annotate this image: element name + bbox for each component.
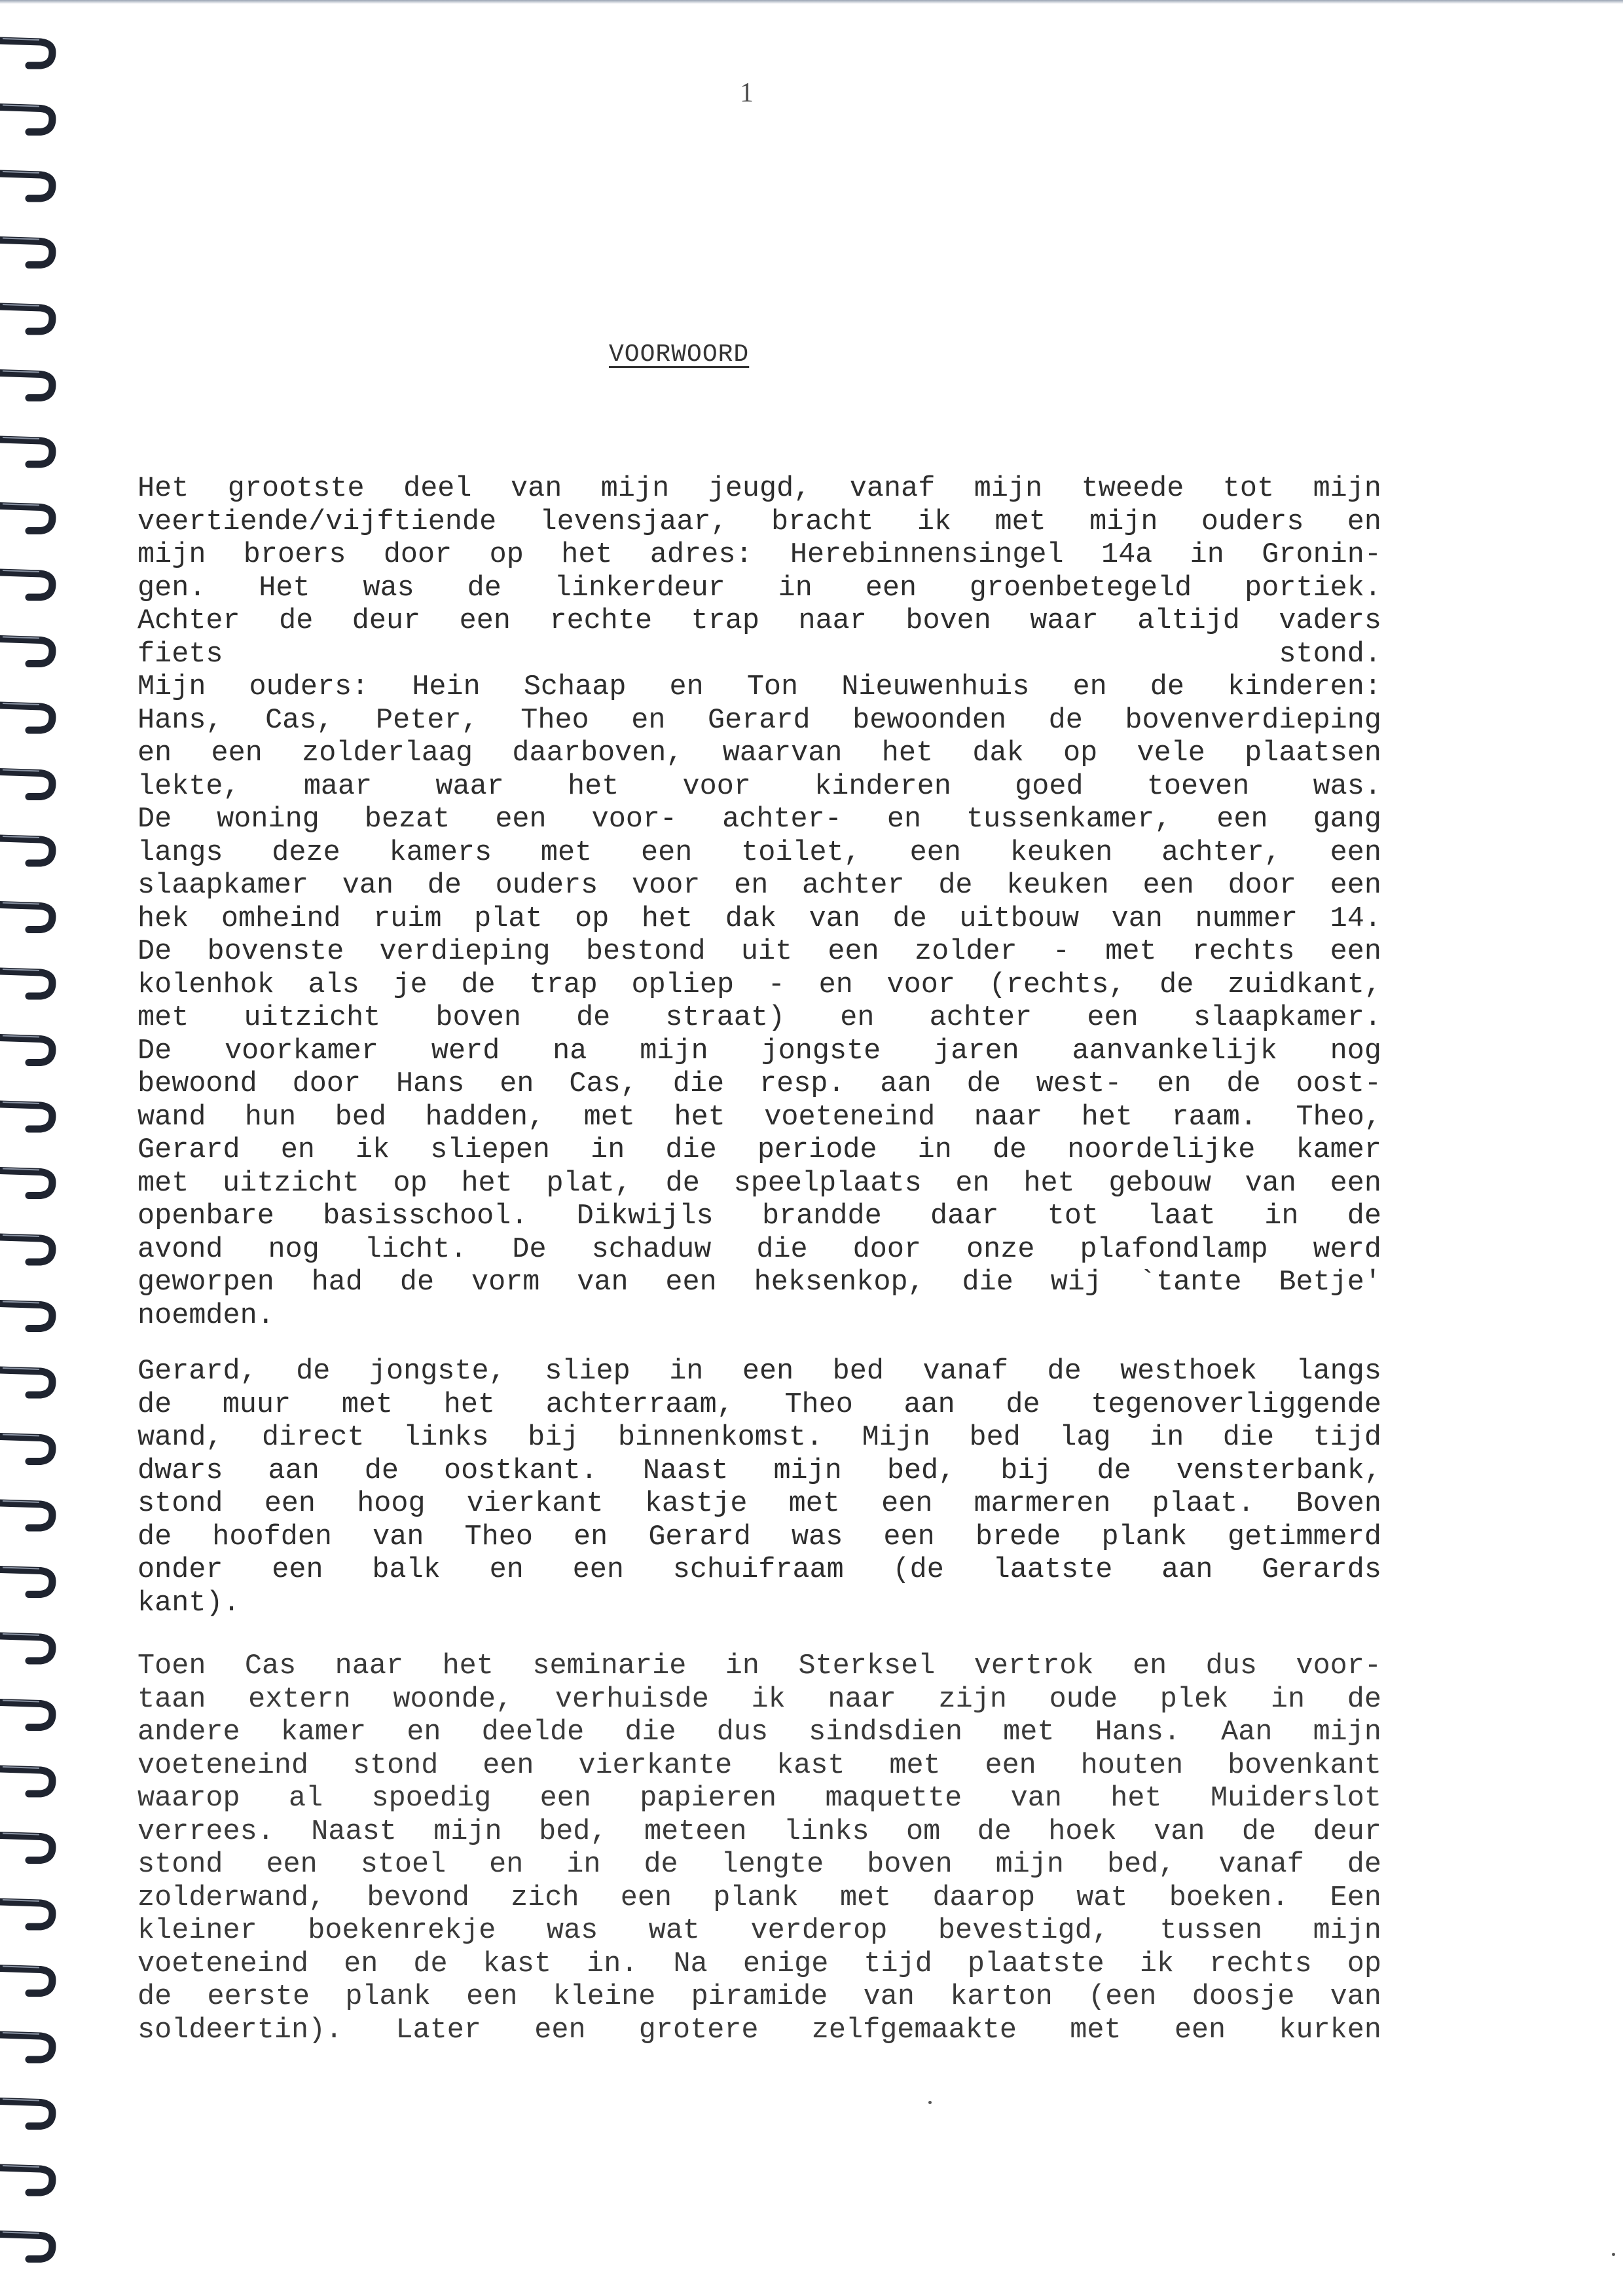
- binding-ring: [0, 1501, 52, 1528]
- text-line: de eerste plank een kleine piramide van karton (een doosje van: [137, 1981, 1381, 2013]
- text-line: en een zolderlaag daarboven, waarvan het dak op vele plaatsen: [137, 737, 1381, 769]
- binding-ring: [0, 2033, 52, 2060]
- binding-ring: [0, 437, 52, 464]
- binding-ring: [0, 770, 52, 797]
- text-line: bewoond door Hans en Cas, die resp. aan de west- en de oost-: [137, 1068, 1381, 1100]
- page-title: VOORWOORD: [609, 341, 750, 369]
- text-line: met uitzicht op het plat, de speelplaats en het gebouw van een: [137, 1167, 1381, 1200]
- binding-ring: [0, 570, 52, 597]
- text-line: Achter de deur een rechte trap naar boven waar altijd vaders: [137, 605, 1381, 637]
- text-line: wand hun bed hadden, met het voeteneind naar het raam. Theo,: [137, 1101, 1381, 1134]
- text-line: Hans, Cas, Peter, Theo en Gerard bewoonden de bovenverdieping: [137, 704, 1381, 737]
- binding-ring: [0, 1834, 52, 1861]
- text-line: Gerard en ik sliepen in die periode in de noordelijke kamer: [137, 1134, 1381, 1166]
- text-line: langs deze kamers met een toilet, een keuken achter, een: [137, 836, 1381, 869]
- binding-ring: [0, 371, 52, 398]
- binding-ring: [0, 2166, 52, 2193]
- binding-ring: [0, 105, 52, 132]
- page-number: 1: [740, 78, 754, 108]
- binding-ring: [0, 1701, 52, 1728]
- binding-ring: [0, 1235, 52, 1262]
- binding-ring: [0, 903, 52, 930]
- binding-ring: [0, 637, 52, 664]
- spiral-binding: [0, 0, 72, 2296]
- paragraph-3: [137, 1650, 1381, 2047]
- text-line: soldeertin). Later een grotere zelfgemaakte met een kurken: [137, 2014, 1381, 2046]
- text-line: wand, direct links bij binnenkomst. Mijn bed lag in die tijd: [137, 1422, 1381, 1454]
- text-line: De woning bezat een voor- achter- en tussenkamer, een gang: [137, 804, 1381, 836]
- text-line: slaapkamer van de ouders voor en achter de keuken een door een: [137, 870, 1381, 902]
- binding-ring: [0, 2232, 52, 2259]
- text-line: fiets stond.: [137, 638, 1381, 671]
- text-line: andere kamer en deelde die dus sindsdien met Hans. Aan mijn: [137, 1716, 1381, 1749]
- text-line: De voorkamer werd na mijn jongste jaren aanvankelijk nog: [137, 1035, 1381, 1067]
- text-line: met uitzicht boven de straat) en achter een slaapkamer.: [137, 1002, 1381, 1034]
- binding-ring: [0, 504, 52, 531]
- text-line: kleiner boekenrekje was wat verderop bevestigd, tussen mijn: [137, 1915, 1381, 1947]
- scan-top-edge: [0, 0, 1623, 4]
- binding-ring: [0, 1169, 52, 1196]
- binding-ring: [0, 1302, 52, 1329]
- text-line: De bovenste verdieping bestond uit een zolder - met rechts een: [137, 936, 1381, 968]
- text-line: de muur met het achterraam, Theo aan de tegenoverliggende: [137, 1388, 1381, 1421]
- binding-ring: [0, 1368, 52, 1395]
- text-line: voeteneind stond een vierkante kast met een houten bovenkant: [137, 1749, 1381, 1782]
- text-line: Het grootste deel van mijn jeugd, vanaf mijn tweede tot mijn: [137, 473, 1381, 505]
- text-line: hek omheind ruim plat op het dak van de uitbouw van nummer 14.: [137, 902, 1381, 935]
- scan-speck: [928, 2101, 932, 2104]
- scan-speck: [1612, 2253, 1615, 2256]
- paragraph-2: [137, 1356, 1381, 1620]
- text-line: stond een stoel en in de lengte boven mijn bed, vanaf de: [137, 1849, 1381, 1881]
- binding-ring: [0, 305, 52, 331]
- text-line: zolderwand, bevond zich een plank met daarop wat boeken. Een: [137, 1881, 1381, 1914]
- binding-ring: [0, 2100, 52, 2126]
- text-line: verrees. Naast mijn bed, meteen links om de hoek van de deur: [137, 1815, 1381, 1848]
- text-line: Mijn ouders: Hein Schaap en Ton Nieuwenhuis en de kinderen:: [137, 671, 1381, 703]
- text-line: de hoofden van Theo en Gerard was een brede plank getimmerd: [137, 1521, 1381, 1553]
- binding-ring: [0, 172, 52, 198]
- binding-ring: [0, 1967, 52, 1993]
- text-line: gen. Het was de linkerdeur in een groenbetegeld portiek.: [137, 572, 1381, 604]
- binding-ring: [0, 39, 52, 65]
- text-line: voeteneind en de kast in. Na enige tijd plaatste ik rechts op: [137, 1948, 1381, 1980]
- binding-ring: [0, 238, 52, 265]
- text-line: veertiende/vijftiende levensjaar, bracht ik met mijn ouders en: [137, 506, 1381, 538]
- text-line: stond een hoog vierkant kastje met een marmeren plaat. Boven: [137, 1488, 1381, 1520]
- text-line: Gerard, de jongste, sliep in een bed vanaf de westhoek langs: [137, 1356, 1381, 1388]
- text-line: kant).: [137, 1587, 240, 1620]
- binding-ring: [0, 1036, 52, 1063]
- text-line: taan extern woonde, verhuisde ik naar zijn oude plek in de: [137, 1683, 1381, 1716]
- text-line: dwars aan de oostkant. Naast mijn bed, bij de vensterbank,: [137, 1454, 1381, 1487]
- text-line: geworpen had de vorm van een heksenkop, die wij `tante Betje': [137, 1267, 1381, 1299]
- text-line: kolenhok als je de trap opliep - en voor (rechts, de zuidkant,: [137, 969, 1381, 1001]
- paragraph-1: [137, 473, 1381, 1333]
- binding-ring: [0, 1568, 52, 1595]
- binding-ring: [0, 1634, 52, 1661]
- binding-ring: [0, 836, 52, 863]
- binding-ring: [0, 1102, 52, 1129]
- binding-ring: [0, 1435, 52, 1462]
- text-line: onder een balk en een schuifraam (de laatste aan Gerards: [137, 1554, 1381, 1586]
- binding-ring: [0, 1900, 52, 1927]
- text-line: noemden.: [137, 1299, 274, 1332]
- text-line: waarop al spoedig een papieren maquette van het Muiderslot: [137, 1783, 1381, 1815]
- binding-ring: [0, 969, 52, 996]
- text-line: Toen Cas naar het seminarie in Sterksel vertrok en dus voor-: [137, 1650, 1381, 1682]
- binding-ring: [0, 703, 52, 730]
- binding-ring: [0, 1767, 52, 1794]
- text-line: lekte, maar waar het voor kinderen goed toeven was.: [137, 770, 1381, 803]
- text-line: avond nog licht. De schaduw die door onze plafondlamp werd: [137, 1233, 1381, 1266]
- text-line: openbare basisschool. Dikwijls brandde daar tot laat in de: [137, 1200, 1381, 1232]
- text-line: mijn broers door op het adres: Herebinnensingel 14a in Gronin-: [137, 539, 1381, 571]
